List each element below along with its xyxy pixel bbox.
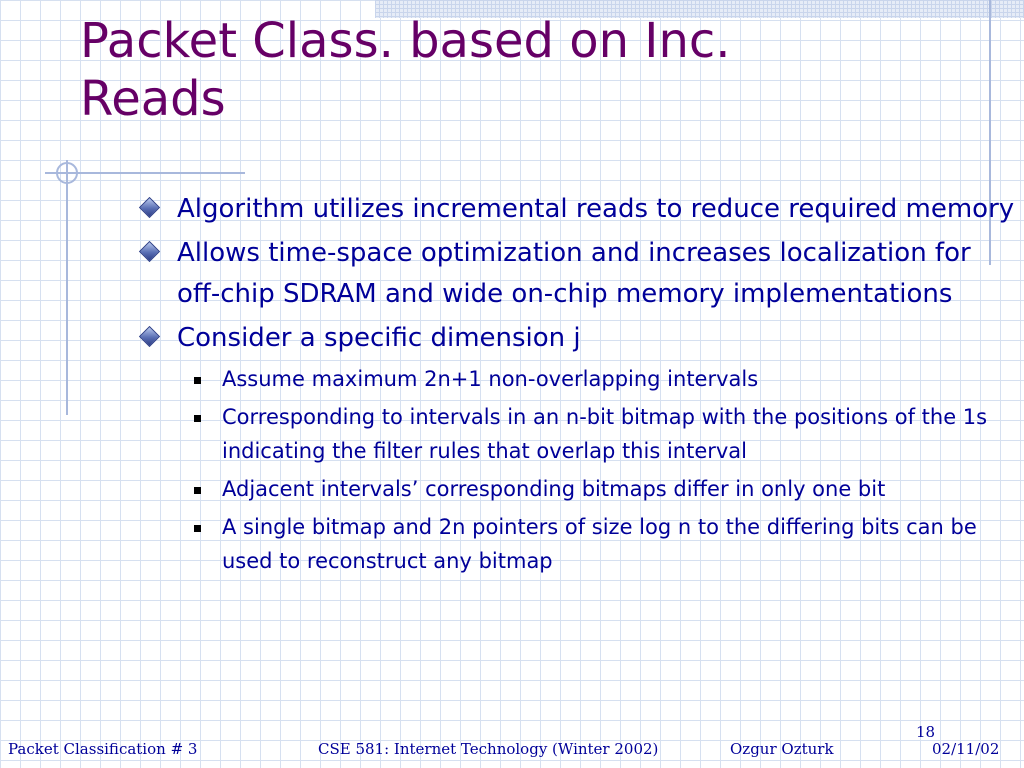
bullet-list [140, 189, 1020, 582]
square-bullet-icon [194, 415, 201, 422]
footer-author: Ozgur Ozturk [730, 740, 834, 758]
bullet-item [140, 318, 1020, 359]
sub-bullet-item [140, 510, 1020, 578]
sub-bullet-text: Adjacent intervals’ corresponding bitmaps differ in only one bit [222, 477, 886, 501]
deco-vertical-line-left [66, 160, 68, 415]
diamond-bullet-icon [139, 326, 160, 347]
bullet-text: Consider a specific dimension j [177, 323, 581, 353]
bullet-item [140, 233, 1020, 315]
bullet-text: Allows time-space optimization and increases localization for off-chip SDRAM and wide on-chip memory implementations [177, 238, 971, 309]
footer-course: CSE 581: Internet Technology (Winter 2002) [318, 740, 659, 758]
footer-left: Packet Classification # 3 [8, 740, 198, 758]
diamond-bullet-icon [139, 241, 160, 262]
sub-bullet-item [140, 362, 1020, 396]
sub-bullet-text: Corresponding to intervals in an n-bit bitmap with the positions of the 1s indicating the filter rules that overlap this interval [222, 405, 988, 463]
slide-title-line-2: Reads [80, 71, 226, 127]
slide-title [80, 12, 980, 128]
square-bullet-icon [194, 377, 201, 384]
sub-bullet-text: A single bitmap and 2n pointers of size log n to the differing bits can be used to reconstruct any bitmap [222, 515, 977, 573]
diamond-bullet-icon [139, 197, 160, 218]
sub-bullet-text: Assume maximum 2n+1 non-overlapping intervals [222, 367, 759, 391]
sub-bullet-item [140, 400, 1020, 468]
square-bullet-icon [194, 487, 201, 494]
deco-circle-icon [56, 162, 78, 184]
page-number: 18 [916, 723, 936, 741]
bullet-item [140, 189, 1020, 230]
square-bullet-icon [194, 525, 201, 532]
bullet-text: Algorithm utilizes incremental reads to reduce required memory [177, 194, 1015, 224]
footer-date: 02/11/02 [932, 740, 1000, 758]
slide-title-line-1: Packet Class. based on Inc. [80, 13, 731, 69]
sub-bullet-item [140, 472, 1020, 506]
